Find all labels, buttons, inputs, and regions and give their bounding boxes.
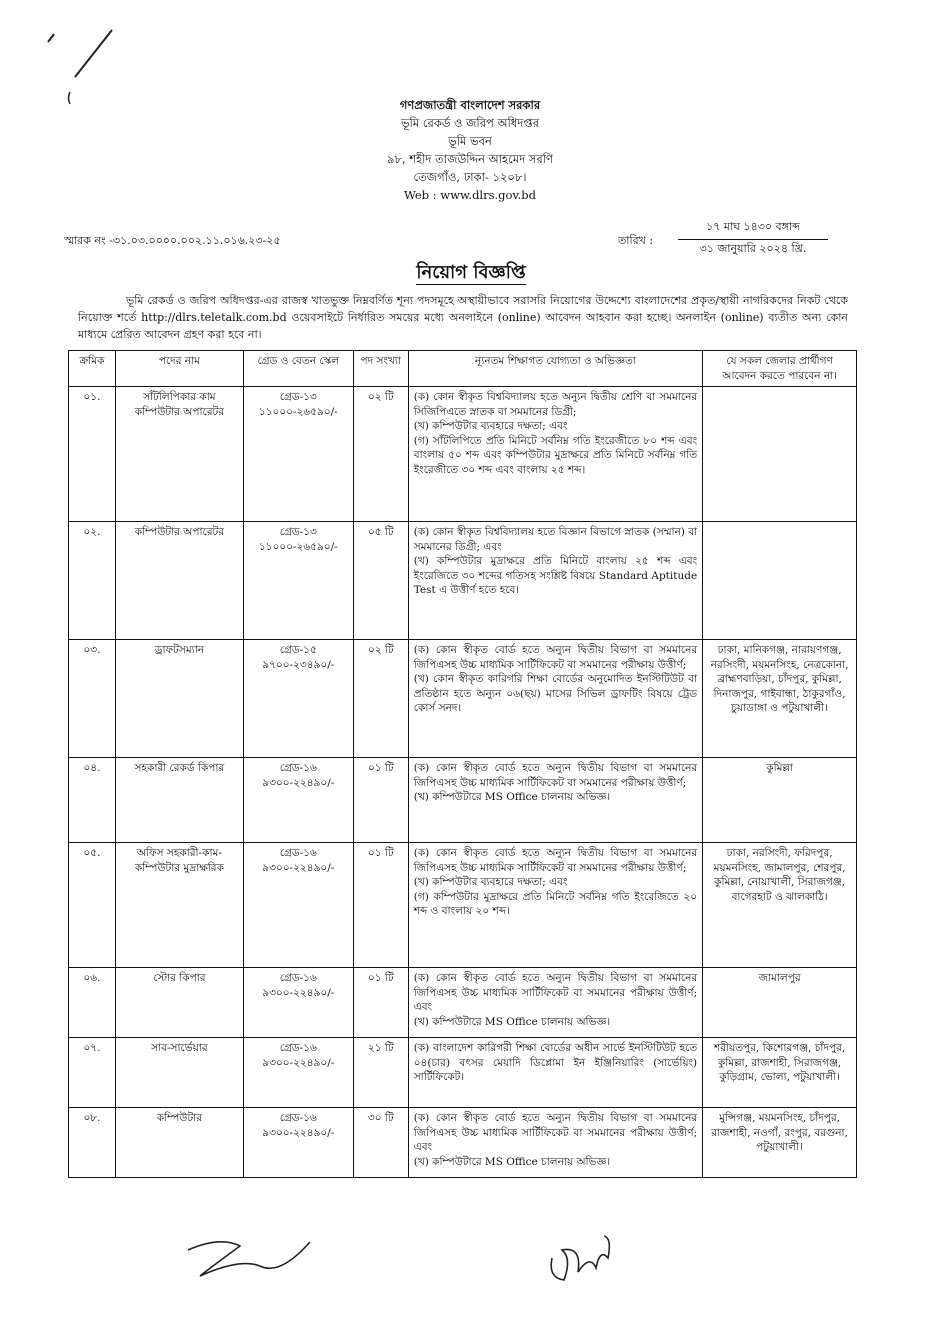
qualification-line: (ক) বাংলাদেশ কারিগরী শিক্ষা বোর্ডের অধীন সার্ভে ইনস্টিটিউট হতে ০৪(চার) বৎসর মেয়াদি ডিপ্লোমা ইন ইঞ্জিনিয়ারিং (সার্ভেয়িং) সার্টিফিকেট। [413, 1042, 698, 1083]
post-count-cell: ৩০ টি [353, 1108, 408, 1178]
qualification-line: (ক) কোন স্বীকৃত বোর্ড হতে অন্যুন দ্বিতীয় বিভাগ বা সমমানের জিপিএসহ উচ্চ মাধ্যমিক সার্টিফিকেট বা সমমানের পরীক্ষায় উত্তীর্ণ; [413, 762, 698, 789]
notice-title-text: নিয়োগ বিজ্ঞপ্তি [416, 262, 526, 283]
qualification-cell [408, 843, 702, 968]
grade-cell [243, 843, 353, 968]
grade-cell [243, 1108, 353, 1178]
memo-number: স্মারক নং -৩১.০৩.০০০০.০০২.১১.০১৬.২৩-২৫ [64, 234, 281, 247]
col-serial: ক্রমিক [69, 351, 116, 387]
col-grade: গ্রেড ও বেতন স্কেল [243, 351, 353, 387]
table-row [69, 968, 857, 1038]
post-count-cell: ০২ টি [353, 640, 408, 758]
qualification-line: (ক) কোন স্বীকৃত বোর্ড হতে অন্যুন দ্বিতীয় বিভাগ বা সমমানের জিপিএসহ উচ্চ মাধ্যমিক সার্টিফিকেট বা সমমানের পরীক্ষায় উত্তীর্ণ; এবং [413, 1112, 698, 1153]
serial-cell: ০৬. [69, 968, 116, 1038]
qualification-line: (খ) কম্পিউটার ব্যবহারে দক্ষতা; এবং [413, 876, 568, 888]
qualification-line: (খ) কম্পিউটারে MS Office চালনায় অভিজ্ঞ। [413, 1155, 611, 1168]
table-row [69, 1038, 857, 1108]
post-count-cell: ০৫ টি [353, 522, 408, 640]
districts-cell: ঢাকা, মানিকগঞ্জ, নারায়ণগঞ্জ, নরসিংদী, ময়মনসিংহ, নেত্রকোনা, ব্রাহ্মণবাড়িয়া, চাঁদপুর, কুমিল্লা, দিনাজপুর, গাইবান্ধা, ঠাকুরগাঁও, চুয়াডাঙ্গা ও পটুয়াখালী। [703, 640, 857, 758]
header-website: Web : www.dlrs.gov.bd [404, 188, 536, 202]
qualification-cell [408, 522, 702, 640]
post-name-cell: সাব-সার্ভেয়ার [115, 1038, 243, 1108]
qualification-line: (খ) কম্পিউটার মুদ্রাক্ষরে প্রতি মিনিটে বাংলায় ২৫ শব্দ এবং ইংরেজিতে ৩০ শব্দের গতিসহ সংশ্লিষ্ট বিষয়ে Standard Aptitude Test এ উত্তীর্ণ হতে হবে। [413, 555, 698, 596]
header-city: তেজগাঁও, ঢাকা- ১২০৮। [413, 170, 527, 184]
qualification-line: (ক) কোন স্বীকৃত বোর্ড হতে অন্যুন দ্বিতীয় বিভাগ বা সমমানের জিপিএসহ উচ্চ মাধ্যমিক সার্টিফিকেট বা সমমানের পরীক্ষায় উত্তীর্ণ; [413, 847, 698, 874]
grade-cell [243, 522, 353, 640]
intro-paragraph: ভূমি রেকর্ড ও জরিপ অধিদপ্তর-এর রাজস্ব খাতভুক্ত নিম্নবর্ণিত শূন্য পদসমূহে অস্থায়ীভাবে সরাসরি নিয়োগের উদ্দেশ্যে বাংলাদেশের প্রকৃত/স্থায়ী নাগরিকদের নিকট থেকে নিয়োক্ত শর্তে http://dlrs.teletalk.com.bd ওয়েবসাইটে নির্ধারিত সময়ের মধ্যে অনলাইনে (online) আবেদন আহবান করা হচ্ছে। অনলাইন (online) ব্যতীত অন্য কোন মাধ্যমে প্রেরিত আবেদন গ্রহণ করা হবে না। [78, 294, 848, 341]
header-street: ৯৮, শহীদ তাজউদ্দিন আহমেদ সরণি [387, 152, 553, 166]
serial-cell: ০২. [69, 522, 116, 640]
pay-scale: ৯৩০০-২২৪৯০/- [262, 986, 335, 999]
districts-cell: জামালপুর [703, 968, 857, 1038]
table-header-row [69, 351, 857, 387]
post-count-cell: ২১ টি [353, 1038, 408, 1108]
notice-title [0, 258, 942, 289]
districts-cell: ঢাকা, নরসিংদী, ফরিদপুর, ময়মনসিংহ, জামালপুর, শেরপুর, কুমিল্লা, নোয়াখালী, সিরাজগঞ্জ, বাগেরহাট ও ঝালকাঠি। [703, 843, 857, 968]
qualification-line: (খ) কম্পিউটার ব্যবহারে দক্ষতা; এবং [413, 420, 568, 432]
col-districts: যে সকল জেলার প্রার্থীগণ আবেদন করতে পারবেন না। [703, 351, 857, 387]
date-label: তারিখ : [618, 234, 654, 247]
grade-label: গ্রেড-১৫ [279, 644, 317, 656]
pay-scale: ৯৩০০-২২৪৯০/- [262, 1056, 335, 1069]
header-government: গণপ্রজাতন্ত্রী বাংলাদেশ সরকার [399, 98, 541, 112]
date-english: ৩১ জানুয়ারি ২০২৪ খ্রি. [699, 242, 807, 255]
signature-right [538, 1228, 628, 1298]
post-count-cell: ০১ টি [353, 968, 408, 1038]
districts-cell [703, 522, 857, 640]
serial-cell: ০৭. [69, 1038, 116, 1108]
col-count: পদ সংখ্যা [353, 351, 408, 387]
table-row [69, 843, 857, 968]
grade-label: গ্রেড-১৩ [279, 391, 317, 403]
grade-label: গ্রেড-১৬ [279, 1112, 317, 1124]
post-count-cell: ০১ টি [353, 843, 408, 968]
qualification-line: (ক) কোন স্বীকৃত বিশ্ববিদ্যালয় হতে অন্যুন দ্বিতীয় শ্রেণি বা সমমানের সিজিপিএতে স্নাতক বা সমমানের ডিগ্রী; [413, 391, 698, 418]
qualification-cell [408, 758, 702, 843]
qualification-line: (ক) কোন স্বীকৃত বোর্ড হতে অন্যুন দ্বিতীয় বিভাগ বা সমমানের জিপিএসহ উচ্চ মাধ্যমিক সার্টিফিকেট বা সমমানের পরীক্ষায় উত্তীর্ণ; [413, 644, 698, 671]
qualification-cell [408, 1108, 702, 1178]
post-name-cell: সহকারী রেকর্ড কিপার [115, 758, 243, 843]
office-header [300, 96, 640, 204]
post-name-cell: কম্পিউটার [115, 1108, 243, 1178]
pay-scale: ৯৭০০-২৩৪৯০/- [262, 658, 335, 671]
col-post: পদের নাম [115, 351, 243, 387]
grade-label: গ্রেড-১৩ [279, 526, 317, 538]
table-row [69, 387, 857, 522]
table-row [69, 522, 857, 640]
serial-cell: ০৩. [69, 640, 116, 758]
serial-cell: ০১. [69, 387, 116, 522]
post-count-cell: ০১ টি [353, 758, 408, 843]
pay-scale: ৯৩০০-২২৪৯০/- [262, 861, 335, 874]
grade-cell [243, 640, 353, 758]
table-row [69, 758, 857, 843]
districts-cell: মুন্সিগঞ্জ, ময়মনসিংহ, চাঁদপুর, রাজশাহী, নওগাঁ, রংপুর, বরগুনা, পটুয়াখালী। [703, 1108, 857, 1178]
header-building: ভূমি ভবন [448, 134, 492, 148]
post-name-cell: ড্রাফটসম্যান [115, 640, 243, 758]
header-department: ভূমি রেকর্ড ও জরিপ অধিদপ্তর [400, 116, 540, 130]
post-count-cell: ০২ টি [353, 387, 408, 522]
grade-label: গ্রেড-১৬ [279, 1042, 317, 1054]
serial-cell: ০৫. [69, 843, 116, 968]
post-name-cell: অফিস সহকারী-কাম-কম্পিউটার মুদ্রাক্ষরিক [115, 843, 243, 968]
col-qualification: ন্যূনতম শিক্ষাগত যোগ্যতা ও অভিজ্ঞতা [408, 351, 702, 387]
table-row [69, 1108, 857, 1178]
grade-cell [243, 968, 353, 1038]
qualification-line: (খ) কম্পিউটারে MS Office চালনায় অভিজ্ঞ। [413, 791, 611, 803]
posts-table [68, 350, 857, 1178]
districts-cell [703, 387, 857, 522]
qualification-cell [408, 387, 702, 522]
grade-label: গ্রেড-১৬ [279, 847, 317, 859]
districts-cell: শরীয়তপুর, কিশোরগঞ্জ, চাঁদপুর, কুমিল্লা, রাজশাহী, সিরাজগঞ্জ, কুড়িগ্রাম, ভোলা, পটুয়াখালী। [703, 1038, 857, 1108]
table-body [69, 387, 857, 1178]
signature-left [180, 1228, 330, 1288]
serial-cell: ০৮. [69, 1108, 116, 1178]
grade-cell [243, 387, 353, 522]
qualification-line: (ক) কোন স্বীকৃত বিশ্ববিদ্যালয় হতে বিজ্ঞান বিভাগে স্নাতক (সম্মান) বা সমমানের ডিগ্রী; এবং [413, 526, 698, 553]
qualification-cell [408, 968, 702, 1038]
grade-cell [243, 758, 353, 843]
qualification-line: (খ) কম্পিউটারে MS Office চালনায় অভিজ্ঞ। [413, 1015, 611, 1028]
pen-mark-scribble [40, 22, 130, 112]
grade-label: গ্রেড-১৬ [279, 972, 317, 984]
pay-scale: ৯৩০০-২২৪৯০/- [262, 776, 335, 789]
qualification-line: (ক) কোন স্বীকৃত বোর্ড হতে অন্যুন দ্বিতীয় বিভাগ বা সমমানের জিপিএসহ উচ্চ মাধ্যমিক সার্টিফিকেট বা সমমানের পরীক্ষায় উত্তীর্ণ; এবং [413, 972, 698, 1013]
qualification-cell [408, 1038, 702, 1108]
date-bangla: ১৭ মাঘ ১৪৩০ বঙ্গাব্দ [678, 218, 828, 240]
pay-scale: ১১০০০-২৬৫৯০/- [258, 405, 338, 418]
post-name-cell: কম্পিউটার অপারেটর [115, 522, 243, 640]
qualification-line: (গ) সাঁটলিপিতে প্রতি মিনিটে সর্বনিম্ন গতি ইংরেজীতে ৮০ শব্দ এবং বাংলায় ৫০ শব্দ এবং কম্পিউটার মুদ্রাক্ষরে প্রতি মিনিটে সর্বনিম্ন গতি ইংরেজীতে ৩০ শব্দ এবং বাংলায় ২৫ শব্দ। [413, 434, 698, 476]
post-name-cell: স্টোর কিপার [115, 968, 243, 1038]
post-name-cell: সাঁটলিপিকার কাম কম্পিউটার অপারেটর [115, 387, 243, 522]
grade-label: গ্রেড-১৬ [279, 762, 317, 774]
qualification-cell [408, 640, 702, 758]
qualification-line: (খ) কোন স্বীকৃত কারিগরি শিক্ষা বোর্ডের অনুমোদিত ইনস্টিটিউট বা প্রতিষ্ঠান হতে অন্যুন ০৬(ছয়) মাসের সিভিল ড্রাফটিং বিষয়ে ট্রেড কোর্স সনদ। [413, 673, 698, 714]
grade-cell [243, 1038, 353, 1108]
table-row [69, 640, 857, 758]
qualification-line: (গ) কম্পিউটার মুদ্রাক্ষরে প্রতি মিনিটে সর্বনিম্ন গতি ইংরেজিতে ২০ শব্দ ও বাংলায় ২০ শব্দ। [413, 890, 698, 917]
pay-scale: ৯৩০০-২২৪৯০/- [262, 1126, 335, 1139]
serial-cell: ০৪. [69, 758, 116, 843]
districts-cell: কুমিল্লা [703, 758, 857, 843]
pay-scale: ১১০০০-২৬৫৯০/- [258, 540, 338, 553]
